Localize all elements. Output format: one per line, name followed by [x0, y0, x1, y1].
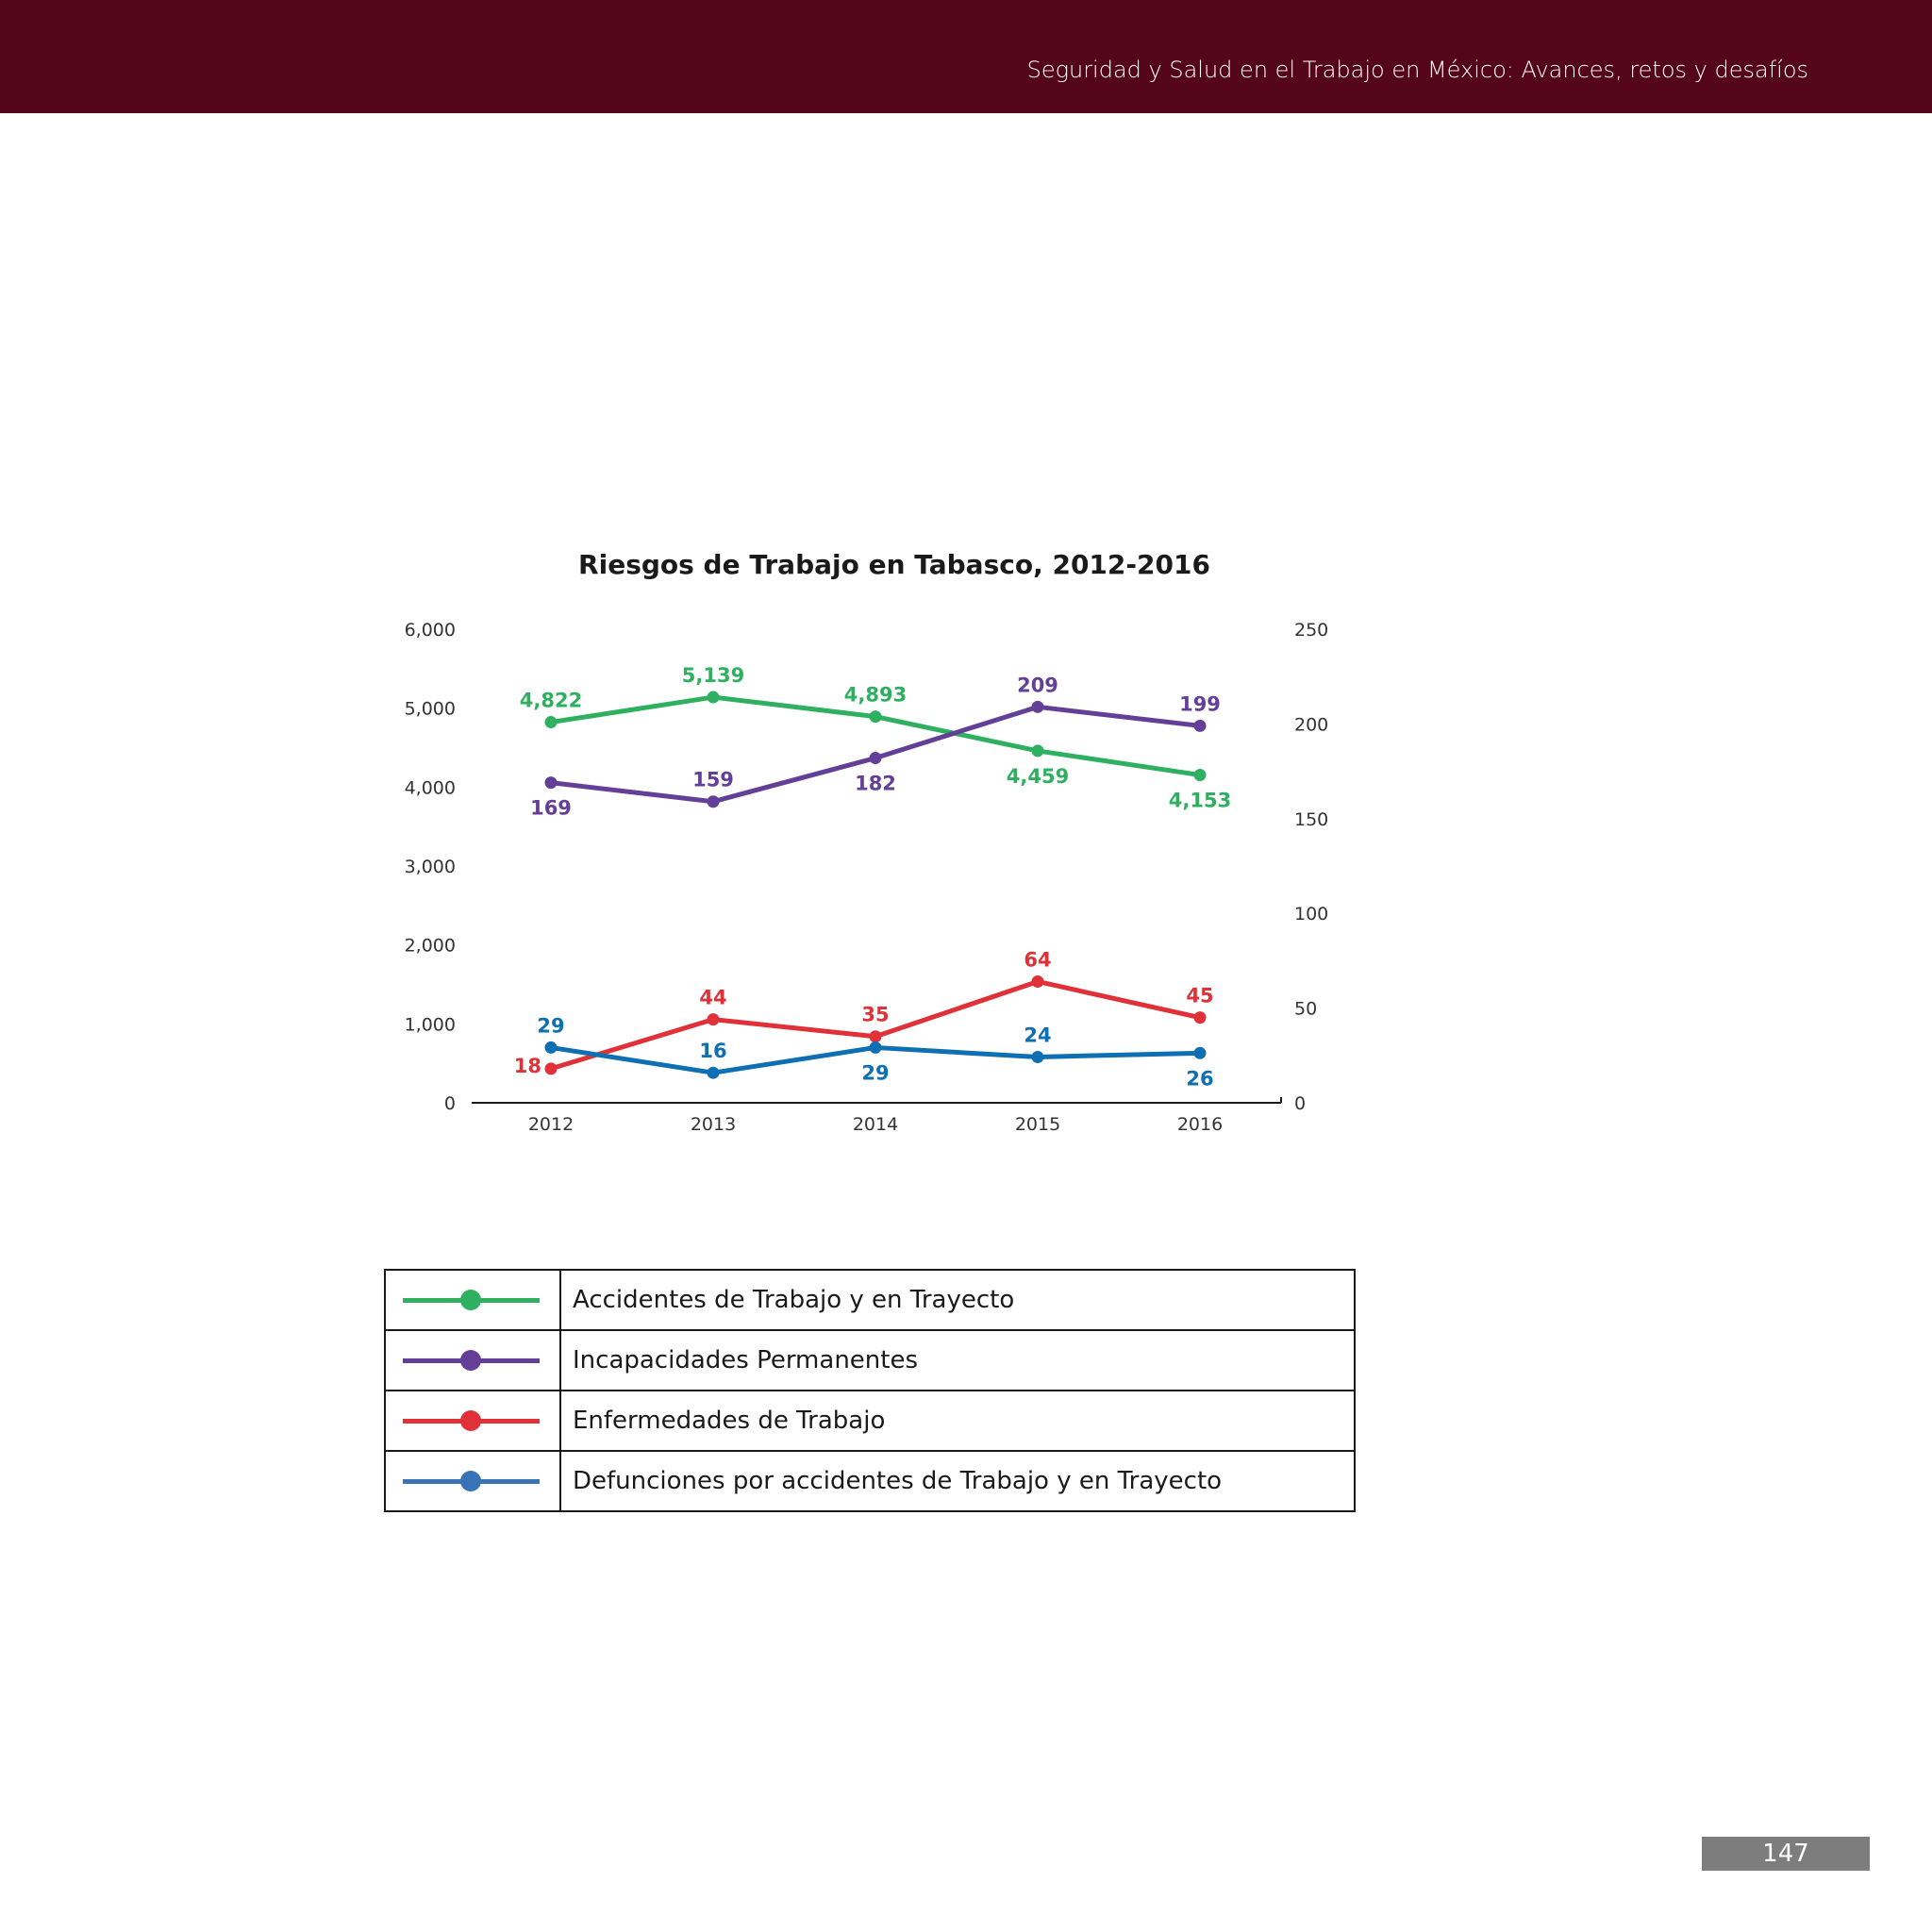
data-label: 4,822 [519, 689, 583, 712]
data-point [870, 1041, 882, 1054]
header-title: Seguridad y Salud en el Trabajo en México: Avances, retos y desafíos [1026, 57, 1808, 83]
data-label: 169 [530, 796, 572, 820]
data-point [708, 795, 720, 808]
x-tick-label: 2016 [1176, 1114, 1224, 1135]
legend-marker [460, 1290, 481, 1310]
y-right-tick-label: 50 [1294, 998, 1318, 1020]
legend-row [385, 1270, 1355, 1330]
data-label: 16 [699, 1040, 727, 1063]
y-left-tick-label: 6,000 [404, 620, 456, 641]
data-label: 199 [1179, 692, 1221, 716]
data-point [1194, 769, 1207, 781]
data-point [545, 1041, 558, 1054]
legend-swatch [385, 1451, 560, 1511]
page-number: 147 [1762, 1840, 1809, 1868]
data-label: 4,153 [1168, 789, 1232, 812]
y-left-tick-label: 3,000 [404, 857, 456, 877]
y-right-tick-label: 250 [1294, 620, 1329, 641]
data-label: 35 [861, 1003, 890, 1026]
y-right-tick-label: 100 [1294, 904, 1329, 925]
data-point [708, 1067, 720, 1079]
legend-marker [460, 1350, 481, 1371]
data-label: 26 [1186, 1067, 1214, 1091]
data-point [870, 710, 882, 723]
y-right-tick-label: 200 [1294, 714, 1329, 736]
data-point [870, 752, 882, 764]
y-right-tick-label: 0 [1294, 1093, 1307, 1114]
legend-row [385, 1451, 1355, 1511]
data-label: 182 [855, 772, 896, 795]
left-axis [405, 620, 456, 1114]
data-label: 64 [1024, 948, 1052, 972]
legend-row [385, 1330, 1355, 1391]
data-labels [514, 664, 1231, 1090]
legend [384, 1269, 1356, 1512]
data-point [1032, 975, 1044, 988]
y-left-tick-label: 4,000 [404, 777, 456, 799]
data-point [1032, 744, 1044, 757]
x-tick-label: 2013 [690, 1114, 737, 1135]
data-point [1194, 720, 1207, 732]
y-left-tick-label: 5,000 [404, 698, 456, 720]
data-point [870, 1030, 882, 1042]
data-point [545, 776, 558, 789]
data-point [545, 1062, 558, 1074]
legend-label: Defunciones por accidentes de Trabajo y en Trayecto [560, 1451, 1355, 1511]
page-number-box [1702, 1837, 1870, 1871]
legend-marker [460, 1471, 481, 1491]
data-point [1032, 1051, 1044, 1063]
y-left-tick-label: 1,000 [404, 1014, 456, 1036]
data-label: 29 [861, 1061, 890, 1085]
legend-row [385, 1391, 1355, 1451]
y-left-tick-label: 0 [443, 1093, 456, 1114]
data-label: 4,459 [1006, 764, 1070, 788]
data-point [545, 716, 558, 728]
right-axis [1294, 620, 1328, 1114]
x-tick-label: 2015 [1014, 1114, 1061, 1135]
data-label: 29 [537, 1014, 565, 1038]
legend-swatch [385, 1330, 560, 1391]
data-label: 159 [692, 768, 734, 791]
data-label: 45 [1186, 984, 1214, 1008]
data-label: 44 [699, 986, 727, 1009]
data-point [1194, 1047, 1207, 1059]
data-point [1194, 1011, 1207, 1024]
y-left-tick-label: 2,000 [404, 935, 456, 957]
x-tick-label: 2012 [527, 1114, 575, 1135]
data-label: 209 [1017, 674, 1058, 697]
data-label: 4,893 [843, 683, 908, 707]
legend-label: Accidentes de Trabajo y en Trayecto [560, 1270, 1355, 1330]
legend-label: Enfermedades de Trabajo [560, 1391, 1355, 1451]
legend-marker [460, 1410, 481, 1431]
data-point [1032, 701, 1044, 713]
data-label: 18 [513, 1054, 541, 1077]
y-right-tick-label: 150 [1294, 808, 1329, 830]
legend-swatch [385, 1391, 560, 1451]
data-label: 24 [1024, 1024, 1052, 1047]
legend-swatch [385, 1270, 560, 1330]
data-label: 5,139 [681, 664, 745, 688]
chart-title: Riesgos de Trabajo en Tabasco, 2012-2016 [578, 549, 1210, 580]
data-point [708, 691, 720, 704]
legend-label: Incapacidades Permanentes [560, 1330, 1355, 1391]
data-point [708, 1013, 720, 1025]
x-tick-label: 2014 [852, 1114, 899, 1135]
